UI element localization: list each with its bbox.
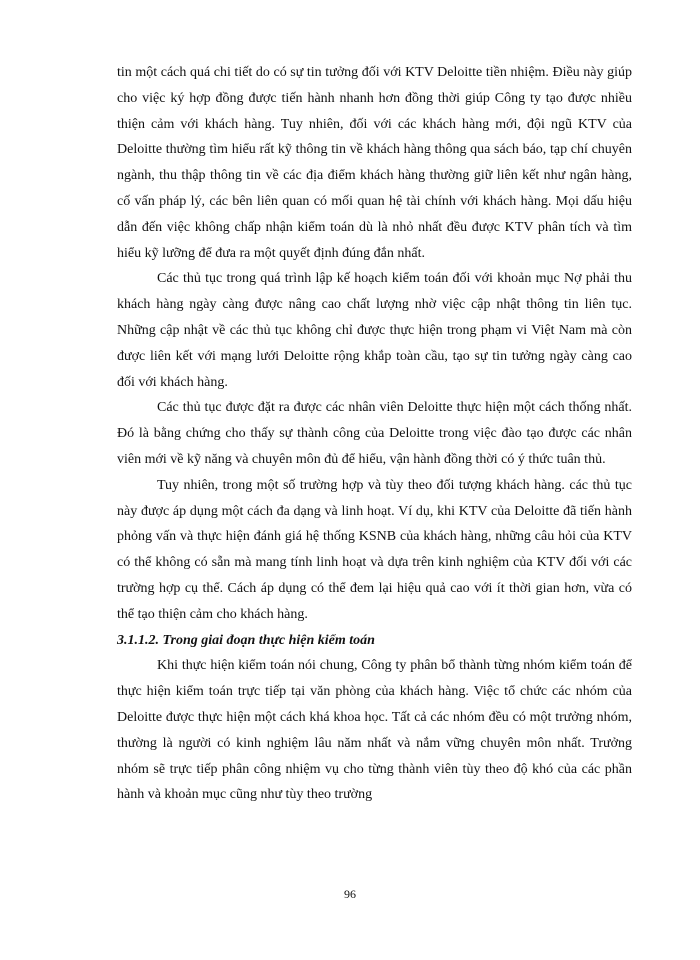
paragraph-flexible-application: Tuy nhiên, trong một số trường hợp và tùy theo đối tượng khách hàng. các thủ tục này được áp dụng một cách đa dạng và linh hoạt. Ví dụ, khi KTV của Deloitte đã tiến hành phỏng vấn và thực hiện đánh giá hệ thống KSNB của khách hàng, những câu hỏi của KTV có thể không có sẵn mà mang tính linh hoạt và dựa trên kinh nghiệm của KTV đối với các trường hợp cụ thể. Cách áp dụng có thể đem lại hiệu quả cao với ít thời gian hơn, vừa có thể tạo thiện cảm cho khách hàng.	[117, 477, 632, 622]
paragraph-consistent-execution: Các thủ tục được đặt ra được các nhân viên Deloitte thực hiện một cách thống nhất. Đó là bằng chứng cho thấy sự thành công của Deloitte trong việc đào tạo được các nhân viên mới về kỹ năng và chuyên môn đủ để hiểu, vận hành đồng thời có ý thức tuân thủ.	[117, 400, 632, 467]
paragraph-audit-execution: Khi thực hiện kiểm toán nói chung, Công ty phân bổ thành từng nhóm kiểm toán để thực hiện kiểm toán trực tiếp tại văn phòng của khách hàng. Việc tổ chức các nhóm của Deloitte được thực hiện một cách khá khoa học. Tất cả các nhóm đều có một trưởng nhóm, thường là người có kinh nghiệm lâu năm nhất và nắm vững chuyên môn nhất. Trưởng nhóm sẽ trực tiếp phân công nhiệm vụ cho từng thành viên tùy theo độ khó của các phần hành và khoản mục cũng như tùy theo trường	[117, 658, 632, 803]
paragraph-planning-procedures: Các thủ tục trong quá trình lập kế hoạch kiểm toán đối với khoản mục Nợ phải thu khách hàng ngày càng được nâng cao chất lượng nhờ việc cập nhật thông tin liên tục. Những cập nhật về các thủ tục không chỉ được thực hiện trong phạm vi Việt Nam mà còn được liên kết với mạng lưới Deloitte rộng khắp toàn cầu, tạo sự tin tưởng ngày càng cao đối với khách hàng.	[117, 271, 632, 390]
page-number: 96	[344, 887, 356, 901]
page-body	[117, 60, 632, 808]
section-heading: 3.1.1.2. Trong giai đoạn thực hiện kiểm toán	[117, 632, 375, 648]
paragraph-continuation: tin một cách quá chi tiết do có sự tin tưởng đối với KTV Deloitte tiền nhiệm. Điều này giúp cho việc ký hợp đồng được tiến hành nhanh hơn đồng thời giúp Công ty tạo được nhiều thiện cảm với khách hàng. Tuy nhiên, đối với các khách hàng mới, đội ngũ KTV của Deloitte thường tìm hiểu rất kỹ thông tin về khách hàng thông qua sách báo, tạp chí chuyên ngành, thu thập thông tin về các địa điểm khách hàng thường giữ liên kết như ngân hàng, cố vấn pháp lý, các bên liên quan có mối quan hệ tài chính với khách hàng. Mọi dấu hiệu dẫn đến việc không chấp nhận kiểm toán dù là nhỏ nhất đều được KTV phân tích và tìm hiểu kỹ lưỡng để đưa ra một quyết định đúng đắn nhất.	[117, 65, 632, 261]
